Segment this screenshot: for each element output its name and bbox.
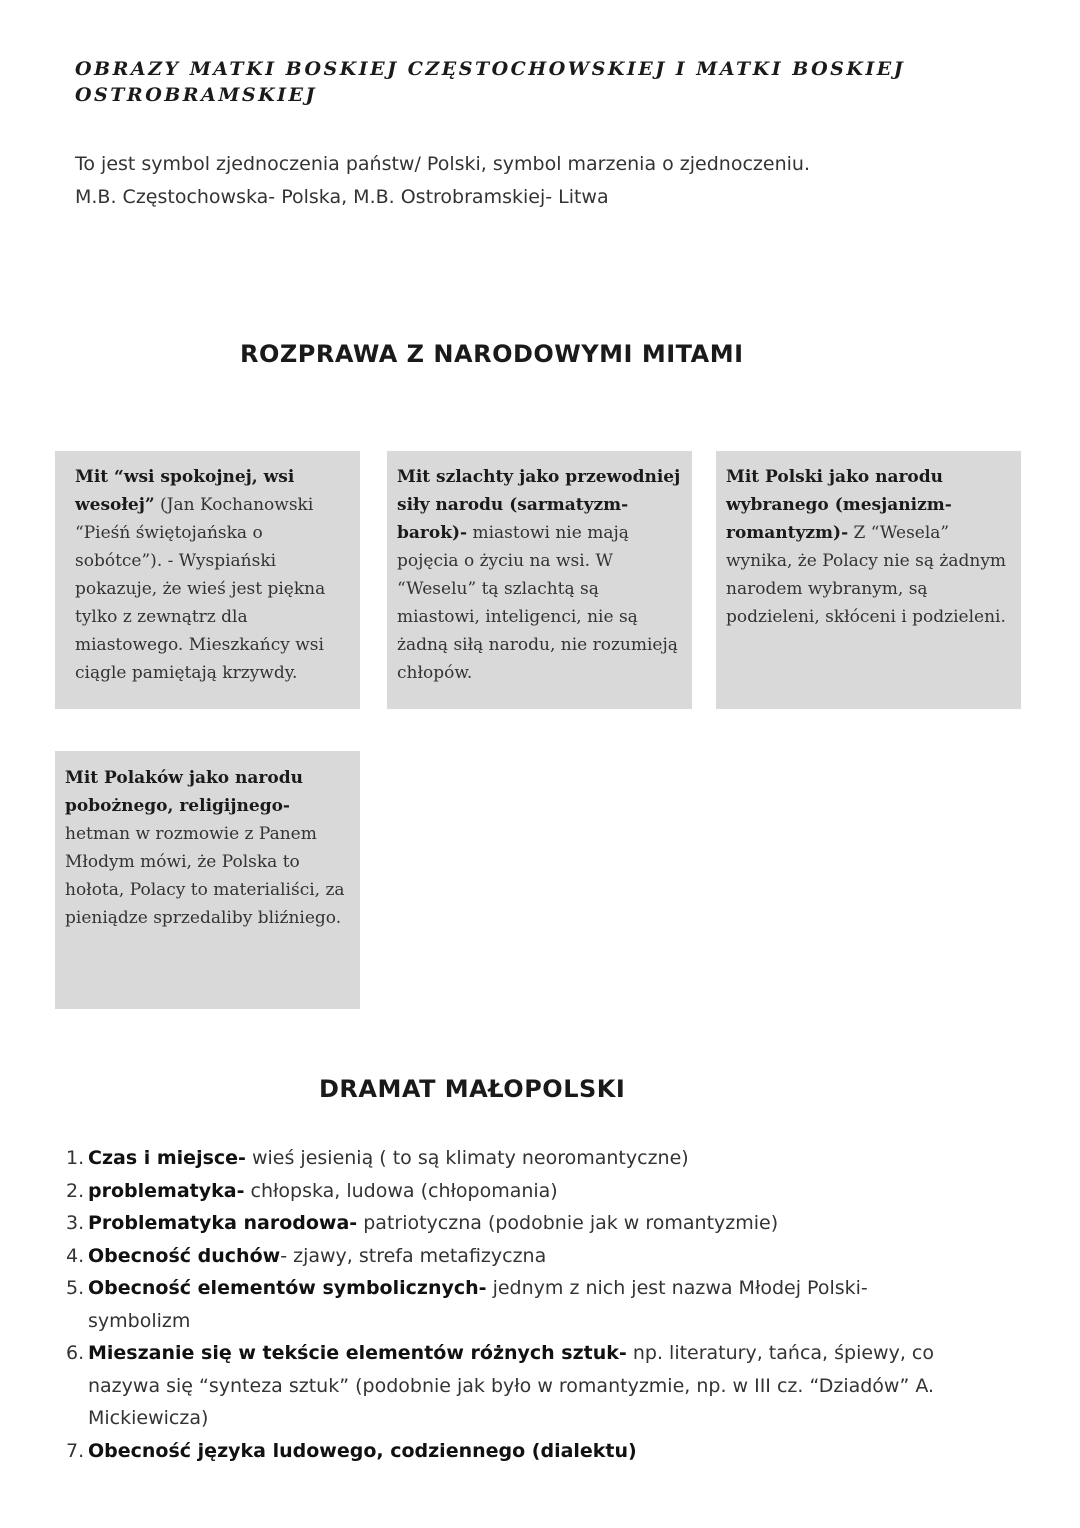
- list-number: 2.: [66, 1179, 85, 1202]
- myth-box-title: Mit “wsi spokojnej, wsi wesołej”: [75, 467, 295, 515]
- list-number: 3.: [66, 1212, 85, 1234]
- list-number: 7.: [66, 1439, 85, 1462]
- myth-box-village: [55, 451, 360, 709]
- list-item-text: chłopska, ludowa (chłopomania): [244, 1179, 558, 1202]
- intro-line-1: To jest symbol zjednoczenia państw/ Polski, symbol marzenia o zjednoczeniu.: [75, 153, 810, 175]
- list-item-bold: Problematyka narodowa-: [88, 1212, 358, 1234]
- list-item-bold: Obecność elementów symbolicznych-: [88, 1277, 487, 1299]
- list-number: 5.: [66, 1277, 85, 1299]
- list-item-bold: Obecność duchów: [88, 1244, 281, 1267]
- list-item-text: jednym z nich jest nazwa Młodej Polski- symbolizm: [88, 1277, 868, 1332]
- myth-box-text: Z “Wesela” wynika, że Polacy nie są żadnym narodem wybranym, są podzieleni, skłóceni i podzieleni.: [726, 523, 1007, 627]
- intro-paragraph: [75, 148, 1035, 214]
- list-item: [66, 1337, 966, 1435]
- myth-box-title: Mit szlachty jako przewodniej siły narodu (sarmatyzm-barok)-: [397, 467, 681, 543]
- myths-heading: ROZPRAWA Z NARODOWYMI MITAMI: [240, 340, 744, 368]
- list-item-bold: Mieszanie się w tekście elementów różnych sztuk-: [88, 1342, 627, 1364]
- list-item-text: wieś jesienią ( to są klimaty neoromantyczne): [245, 1147, 689, 1169]
- page-title: OBRAZY MATKI BOSKIEJ CZĘSTOCHOWSKIEJ I MATKI BOSKIEJ OSTROBRAMSKIEJ: [75, 58, 906, 106]
- drama-heading: DRAMAT MAŁOPOLSKI: [319, 1075, 626, 1103]
- list-number: 6.: [66, 1342, 85, 1364]
- list-item-bold: Czas i miejsce-: [88, 1147, 246, 1169]
- list-item: [66, 1207, 966, 1240]
- list-item-bold: Obecność języka ludowego, codziennego (dialektu): [88, 1439, 637, 1462]
- list-item: [66, 1142, 966, 1175]
- list-item-text: patriotyczna (podobnie jak w romantyzmie): [357, 1212, 779, 1234]
- myth-box-title: Mit Polski jako narodu wybranego (mesjanizm-romantyzm)-: [726, 467, 952, 543]
- list-item: [66, 1272, 966, 1337]
- list-item: [66, 1435, 966, 1468]
- myth-box-text: miastowi nie mają pojęcia o życiu na wsi. W “Weselu” tą szlachtą są miastowi, inteligenci, nie są żadną siłą narodu, nie rozumieją chłopów.: [397, 523, 678, 683]
- myth-box-chosen-nation: [716, 451, 1021, 709]
- list-item: [66, 1240, 966, 1273]
- list-item-text: np. literatury, tańca, śpiewy, co nazywa się “synteza sztuk” (podobnie jak było w romantyzmie, np. w III cz. “Dziadów” A. Mickiewicza): [88, 1342, 935, 1429]
- list-item: [66, 1175, 966, 1208]
- myth-box-text: hetman w rozmowie z Panem Młodym mówi, że Polska to hołota, Polacy to materialiści, za pieniądze sprzedaliby bliźniego.: [65, 824, 345, 928]
- list-number: 4.: [66, 1244, 85, 1267]
- list-item-text: - zjawy, strefa metafizyczna: [280, 1244, 547, 1267]
- intro-line-2: M.B. Częstochowska- Polska, M.B. Ostrobramskiej- Litwa: [75, 186, 609, 208]
- myth-box-text: (Jan Kochanowski “Pieśń świętojańska o sobótce”). - Wyspiański pokazuje, że wieś jest piękna tylko z zewnątrz dla miastowego. Mieszkańcy wsi ciągle pamiętają krzywdy.: [75, 495, 326, 683]
- drama-features-list: [66, 1142, 966, 1467]
- myth-box-nobility: [387, 451, 692, 709]
- myth-box-pious-nation: [55, 751, 360, 1009]
- myth-box-title: Mit Polaków jako narodu pobożnego, religijnego-: [65, 768, 303, 816]
- list-item-bold: problematyka-: [88, 1179, 245, 1202]
- list-number: 1.: [66, 1147, 85, 1169]
